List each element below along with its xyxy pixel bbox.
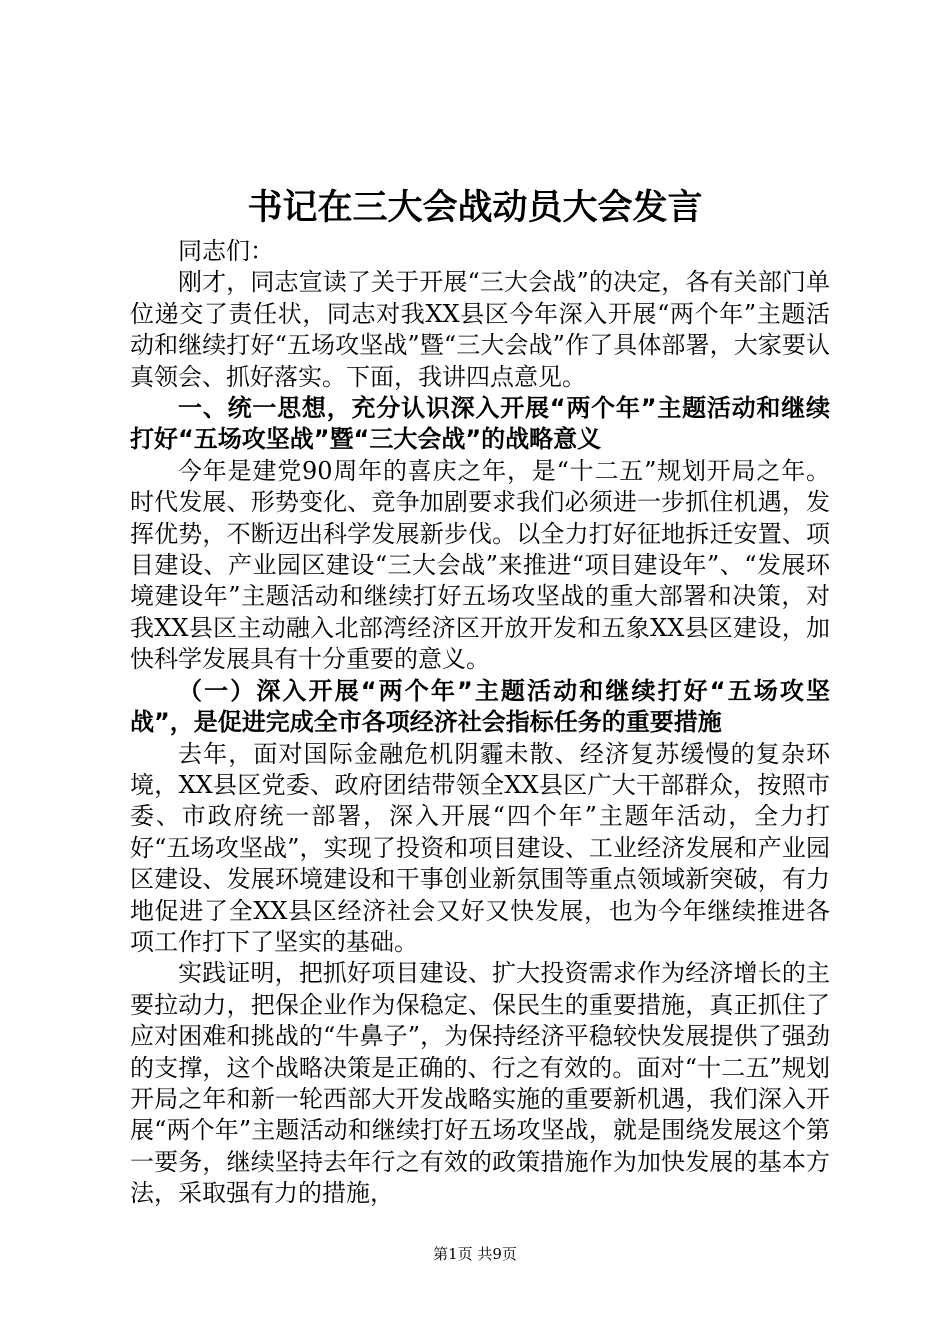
document-title: 书记在三大会战动员大会发言	[247, 187, 703, 228]
body-paragraph: 刚才，同志宣读了关于开展“三大会战”的决定，各有关部门单位递交了责任状，同志对我XX县区今年深入开展“两个年”主题活动和继续打好“五场攻坚战”暨“三大会战”作了具体部署，大家要认真领会、抓好落实。下面，我讲四点意见。	[130, 268, 830, 391]
section-heading: 一、统一思想，充分认识深入开展“两个年”主题活动和继续打好“五场攻坚战”暨“三大会战”的战略意义	[130, 394, 830, 454]
subsection-heading: （一）深入开展“两个年”主题活动和继续打好“五场攻坚战”，是促进完成全市各项经济社会指标任务的重要措施	[130, 676, 830, 737]
document-body	[130, 236, 830, 1210]
body-paragraph: 实践证明，把抓好项目建设、扩大投资需求作为经济增长的主要拉动力，把保企业作为保稳定、保民生的重要措施，真正抓住了应对困难和挑战的“牛鼻子”，为保持经济平稳较快发展提供了强劲的支撑，这个战略决策是正确的、行之有效的。面对“十二五”规划开局之年和新一轮西部大开发战略实施的重要新机遇，我们深入开展“两个年”主题活动和继续打好五场攻坚战，就是围绕发展这个第一要务，继续坚持去年行之有效的政策措施作为加快发展的基本方法，采取强有力的措施，	[130, 959, 830, 1208]
body-paragraph: 今年是建党90周年的喜庆之年，是“十二五”规划开局之年。时代发展、形势变化、竞争加剧要求我们必须进一步抓住机遇，发挥优势，不断迈出科学发展新步伐。以全力打好征地拆迁安置、项目建设、产业园区建设“三大会战”来推进“项目建设年”、“发展环境建设年”主题活动和继续打好五场攻坚战的重大部署和决策，对我XX县区主动融入北部湾经济区开放开发和五象XX县区建设，加快科学发展具有十分重要的意义。	[130, 456, 830, 674]
salutation-paragraph: 同志们：	[178, 237, 274, 265]
body-paragraph: 去年，面对国际金融危机阴霾未散、经济复苏缓慢的复杂环境，XX县区党委、政府团结带领全XX县区广大干部群众，按照市委、市政府统一部署，深入开展“四个年”主题年活动，全力打好“五场攻坚战”，实现了投资和项目建设、工业经济发展和产业园区建设、发展环境建设和干事创业新氛围等重点领域新突破，有力地促进了全XX县区经济社会又好又快发展，也为今年继续推进各项工作打下了坚实的基础。	[130, 739, 830, 956]
page-number-footer: 第1页 共9页	[433, 1245, 517, 1263]
